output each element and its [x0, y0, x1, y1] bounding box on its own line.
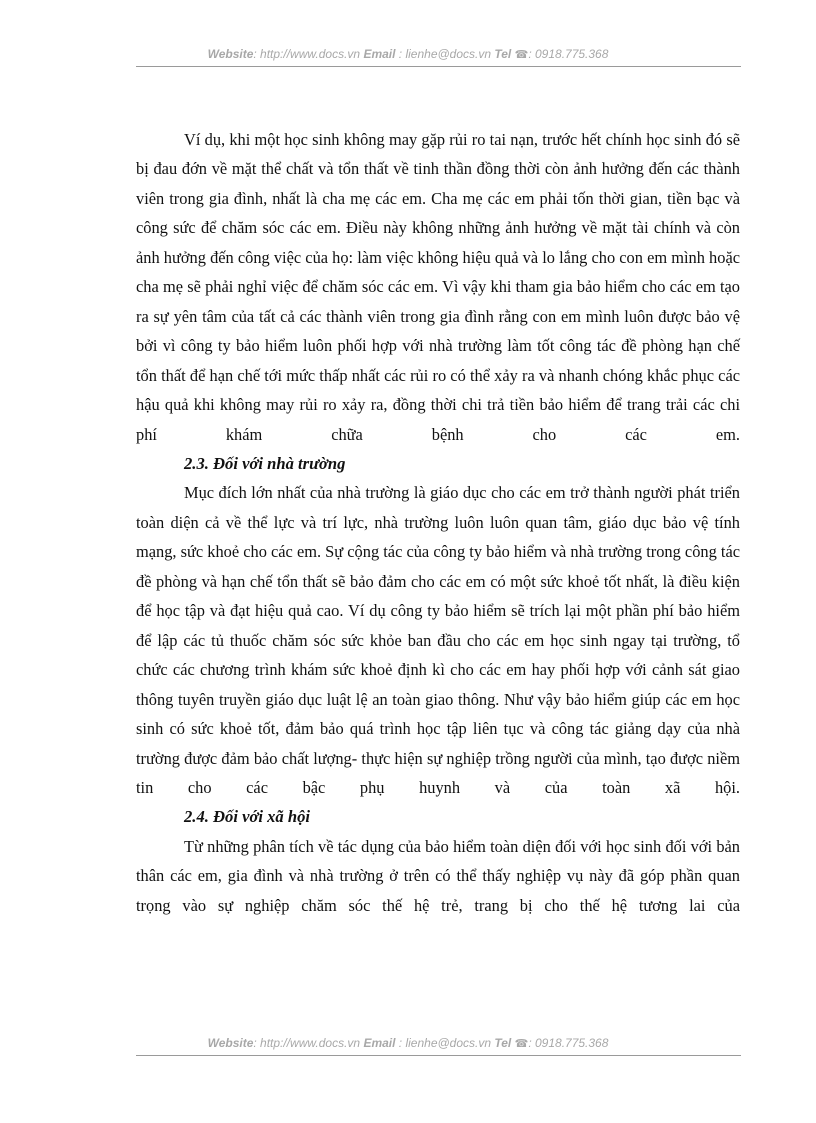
header-website-value: : http://www.docs.vn: [253, 47, 361, 61]
section-heading-2-4: 2.4. Đối với xã hội: [184, 807, 310, 827]
telephone-icon: ☎: [514, 1038, 529, 1050]
footer-website-value: : http://www.docs.vn: [253, 1036, 361, 1050]
footer-email-value: : lienhe@docs.vn: [398, 1036, 492, 1050]
paragraph-3: Từ những phân tích về tác dụng của bảo hiểm toàn diện đối với học sinh đối với bản thân các em, gia đình và nhà trường ở trên có thể thấy nghiệp vụ này đã góp phần quan trọng vào sự nghiệp chăm sóc thế hệ trẻ, trang bị cho thế hệ tương lai của: [136, 836, 740, 915]
header-tel-label: Tel: [494, 47, 512, 61]
footer-website-label: Website: [207, 1036, 254, 1050]
section-heading-2-3: 2.3. Đối với nhà trường: [184, 453, 346, 473]
header-rule: [136, 66, 741, 67]
footer-rule: [136, 1055, 741, 1056]
telephone-icon: ☎: [514, 49, 529, 61]
page-content: [136, 125, 740, 920]
header-tel-value: : 0918.775.368: [528, 47, 609, 61]
footer-tel-value: : 0918.775.368: [528, 1036, 609, 1050]
footer-email-label: Email: [363, 1036, 396, 1050]
paragraph-1: Ví dụ, khi một học sinh không may gặp rủi ro tai nạn, trước hết chính học sinh đó sẽ bị đau đớn về mặt thể chất và tổn thất về tinh thần đồng thời còn ảnh hưởng đến các thành viên trong gia đình, nhất là cha mẹ các em. Cha mẹ các em phải tốn thời gian, tiền bạc và công sức để chăm sóc các em. Điều này không những ảnh hưởng về mặt tài chính và còn ảnh hưởng đến công việc của họ: làm việc không hiệu quả và lo lắng cho con em mình hoặc cha mẹ sẽ phải nghỉ việc để chăm sóc các em. Vì vậy khi tham gia bảo hiểm cho các em tạo ra sự yên tâm của tất cả các thành viên trong gia đình rằng con em mình luôn được bảo vệ bởi vì công ty bảo hiểm luôn phối hợp với nhà trường làm tốt công tác đề phòng hạn chế tổn thất để hạn chế tới mức thấp nhất các rủi ro có thể xảy ra và nhanh chóng khắc phục các hậu quả khi không may rủi ro xảy ra, đồng thời chi trả tiền bảo hiểm để trang trải các chi phí khám chữa bệnh cho các em.: [136, 130, 740, 444]
header-email-label: Email: [363, 47, 396, 61]
header-website-label: Website: [207, 47, 254, 61]
footer-tel-label: Tel: [494, 1036, 512, 1050]
header-email-value: : lienhe@docs.vn: [398, 47, 492, 61]
page-header: [0, 47, 816, 61]
paragraph-2: Mục đích lớn nhất của nhà trường là giáo dục cho các em trở thành người phát triển toàn diện cả về thể lực và trí lực, nhà trường luôn luôn quan tâm, giáo dục bảo vệ tính mạng, sức khoẻ cho các em. Sự cộng tác của công ty bảo hiểm và nhà trường trong công tác đề phòng và hạn chế tổn thất sẽ bảo đảm cho các em có một sức khoẻ tốt nhất, là điều kiện để học tập và đạt hiệu quả cao. Ví dụ công ty bảo hiểm sẽ trích lại một phần phí bảo hiểm để lập các tủ thuốc chăm sóc sức khỏe ban đầu cho các em học sinh ngay tại trường, tổ chức các chương trình khám sức khoẻ định kì cho các em hay phối hợp với cảnh sát giao thông tuyên truyền giáo dục luật lệ an toàn giao thông. Như vậy bảo hiểm giúp các em học sinh có sức khoẻ tốt, đảm bảo quá trình học tập liên tục và công tác giảng dạy của nhà trường được đảm bảo chất lượng- thực hiện sự nghiệp trồng người của mình, tạo được niềm tin cho các bậc phụ huynh và của toàn xã hội.: [136, 483, 740, 797]
page-footer: [0, 1036, 816, 1050]
